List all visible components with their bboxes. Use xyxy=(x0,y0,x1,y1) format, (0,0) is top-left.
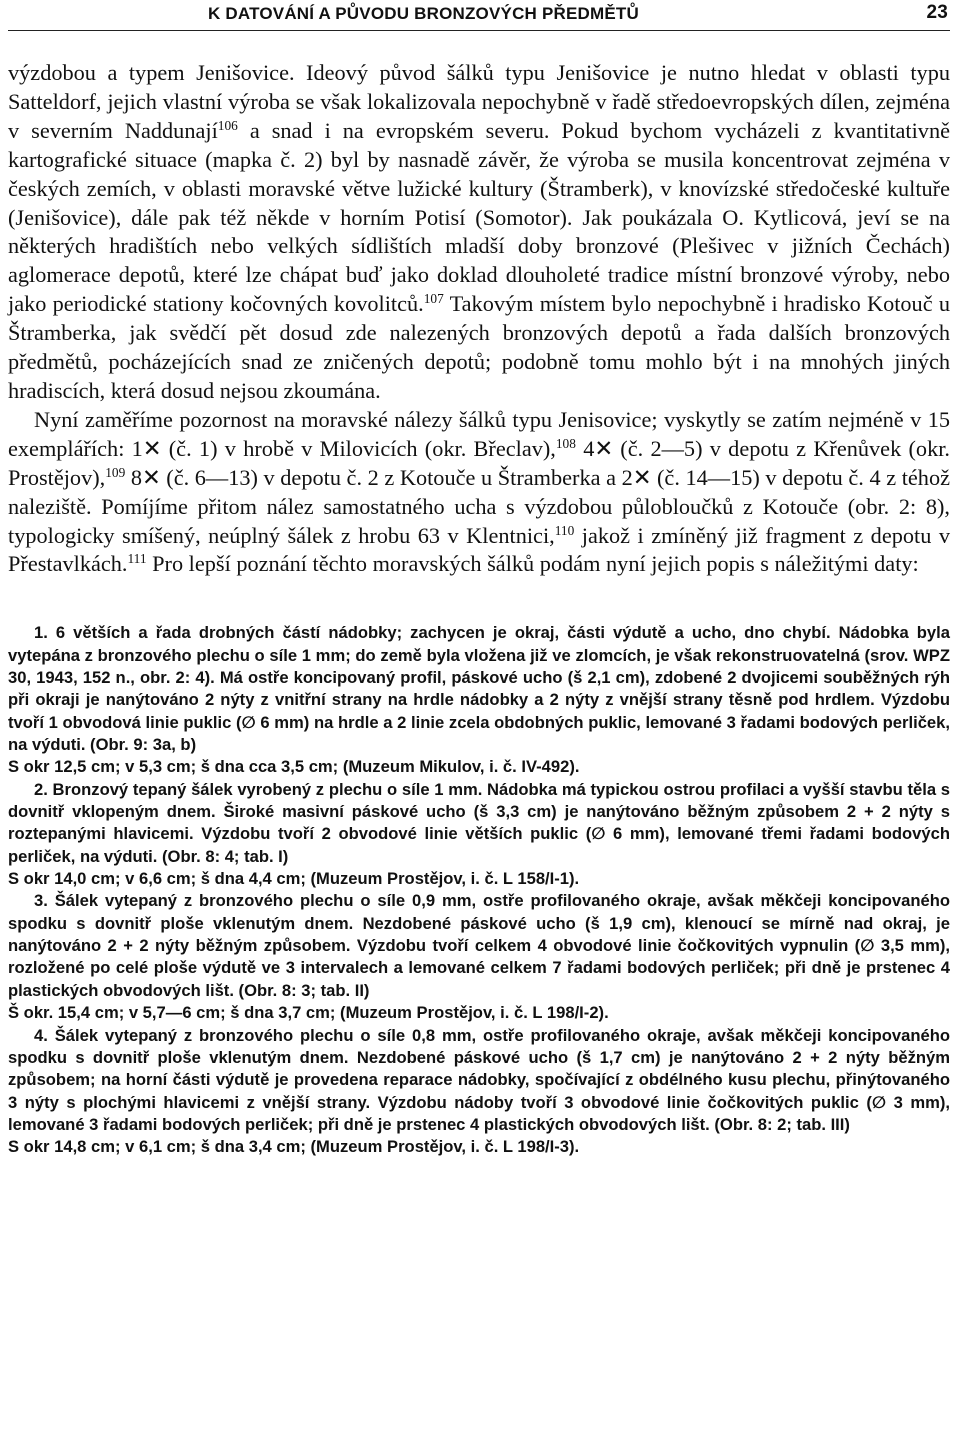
footnote-reference: 108 xyxy=(555,435,576,451)
catalogue-entry xyxy=(8,1025,950,1159)
entry-measurements: S okr 12,5 cm; v 5,3 cm; š dna cca 3,5 cm; (Muzeum Mikulov, i. č. IV-492). xyxy=(8,757,580,777)
footnote-reference: 107 xyxy=(423,291,444,307)
catalogue-entry xyxy=(8,622,950,778)
paragraph-text: Nyní zaměříme pozornost na moravské nálezy šálků typu Jenisovice; vyskytly se zatím nejméně v 15 exemplářích: 1✕ (č. 1) v hrobě v Milovicích (okr. Břeclav), xyxy=(8,406,950,461)
entry-description: 1. 6 větších a řada drobných částí nádobky; zachycen je okraj, části výdutě a ucho, dno chybí. Nádobka byla vytepána z bronzového plechu o síle 1 mm; do země byla vložena již ve zlomcích, je však rekonstruovatelná (srov. WPZ 30, 1943, 152 n., obr. 2: 4). Má ostře koncipovaný profil, páskové ucho (š 2,1 cm), zdobené 2 dvojicemi souběžných rýh při okraji je nanýtováno 2 nýty z vnitřní strany na hrdle nádobky a 2 nýty z vnější strany těsně pod hrdlem. Výzdobu tvoří 1 obvodová linie puklic (∅ 6 mm) na hrdle a 2 linie zcela obdobných puklic, lemované 3 řadami bodových perliček, na výduti. (Obr. 9: 3a, b) xyxy=(8,623,950,755)
footnote-reference: 109 xyxy=(105,464,126,480)
entry-measurements: S okr 14,8 cm; v 6,1 cm; š dna 3,4 cm; (Muzeum Prostějov, i. č. L 198/I-3). xyxy=(8,1137,580,1157)
body-paragraph xyxy=(8,406,950,579)
paragraph-text: jakož i zmíněný již fragment z depotu v Přestavlkách. xyxy=(8,522,950,577)
entry-description: 3. Šálek vytepaný z bronzového plechu o síle 0,9 mm, ostře profilovaného okraje, avšak měkčeji koncipovaného spodku s dovnitř ploše vklenutým dnem. Nezdobené páskové ucho (š 1,9 cm), klenoucí se mírně nad okraj, je nanýtováno 2 + 2 nýty běžným způsobem. Výzdobu tvoří celkem 4 obvodové linie čočkovitých vypnulin (∅ 3,5 mm), rozložené po celé ploše výdutě ve 3 intervalech a lemované celkem 7 řadami bodových perliček; při dně je prstenec 4 plastických obvodových lišt. (Obr. 8: 3; tab. II) xyxy=(8,891,950,1000)
body-paragraph xyxy=(8,59,950,406)
header-title: K DATOVÁNÍ A PŮVODU BRONZOVÝCH PŘEDMĚTŮ xyxy=(208,4,639,23)
entry-measurements: S okr 14,0 cm; v 6,6 cm; š dna 4,4 cm; (Muzeum Prostějov, i. č. L 158/I-1). xyxy=(8,869,580,889)
entry-measurements: Š okr. 15,4 cm; v 5,7—6 cm; š dna 3,7 cm; (Muzeum Prostějov, i. č. L 198/I-2). xyxy=(8,1003,609,1023)
catalogue-entry xyxy=(8,890,950,1024)
running-header xyxy=(8,0,950,31)
catalogue-entries xyxy=(8,622,950,1158)
main-text xyxy=(8,59,950,579)
paragraph-text: 8✕ (č. 6—13) v depotu č. 2 z Kotouče u Štramberka a 2✕ (č. 14—15) v depotu č. 4 z téhož naleziště. Pomíjíme přitom nález samostatného ucha s výzdobou půlobloučků z Kotouče (obr. 2: 8), typologicky smíšený, neúplný šálek z hrobu 63 v Klentnici, xyxy=(8,464,950,548)
paragraph-text: a snad i na evropském severu. Pokud bychom vycházeli z kvantitativně kartografické situace (mapka č. 2) byl by nasnadě závěr, že výroba se musila koncentrovat zejména v českých zemích, v oblasti moravské větve lužické kultury (Štramberk), v knovízské středočeské kultuře (Jenišovice), dále pak též někde v horním Potisí (Somotor). Jak poukázala O. Kytlicová, jeví se na některých hradištích nebo velkých sídlištích mladší doby bronzové (Plešivec v jižních Čechách) aglomerace depotů, které lze chápat buď jako doklad dlouholeté tradice místní bronzové výroby, nebo jako periodické stationy kočovných kovolitců. xyxy=(8,117,950,317)
paragraph-text: výzdobou a typem Jenišovice. Ideový původ šálků typu Jenišovice je nutno hledat v oblasti typu Satteldorf, jejich vlastní výroba se však lokalizovala nepochybně v řadě středoevropských dílen, zejména v severním Naddunají xyxy=(8,60,950,143)
page-number: 23 xyxy=(926,2,948,23)
paragraph-text: 4✕ (č. 2—5) v depotu z Křenůvek (okr. Prostějov), xyxy=(8,435,950,490)
footnote-reference: 111 xyxy=(127,551,147,567)
footnote-reference: 106 xyxy=(217,117,238,133)
footnote-reference: 110 xyxy=(554,522,575,538)
paragraph-text: Pro lepší poznání těchto moravských šálků podám nyní jejich popis s náležitými daty: xyxy=(146,551,919,577)
entry-description: 4. Šálek vytepaný z bronzového plechu o síle 0,8 mm, ostře profilovaného okraje, avšak měkčeji koncipovaného spodku s dovnitř ploše vklenutým dnem. Nezdobené páskové ucho (š 1,7 cm) je nanýtováno 2 + 2 nýty běžným způsobem; na horní části výdutě je provedena reparace nádobky, spočívající z obdélného kusu plechu, přinýtovaného 3 nýty s plochými hlavicemi z vnější strany. Výzdobu nádoby tvoří 3 obvodové linie čočkovitých puklic (∅ 3 mm), lemované 3 řadami bodových perliček; při dně je prstenec 4 plastických obvodových lišt. (Obr. 8: 2; tab. III) xyxy=(8,1025,950,1134)
entry-description: 2. Bronzový tepaný šálek vyrobený z plechu o síle 1 mm. Nádobka má typickou ostrou profilaci a vyšší stavbu těla s dovnitř vklopeným dnem. Široké masivní páskové ucho (š 3,3 cm) je nanýtováno běžným způsobem 2 + 2 nýty s roztepanými hlavicemi. Výzdobu tvoří 2 obvodové linie větších puklic (∅ 6 mm), lemované třemi řadami bodových perliček, na výduti. (Obr. 8: 4; tab. I) xyxy=(8,779,950,866)
paragraph-text: Takovým místem bylo nepochybně i hradisko Kotouč u Štramberka, jak svědčí pět dosud zde nalezených bronzových depotů a řada dalších bronzových předmětů, pocházejících snad ze zničených depotů; podobně tomu mohlo být i na mnohých jiných hradiscích, která dosud nejsou zkoumána. xyxy=(8,291,950,403)
catalogue-entry xyxy=(8,779,950,891)
